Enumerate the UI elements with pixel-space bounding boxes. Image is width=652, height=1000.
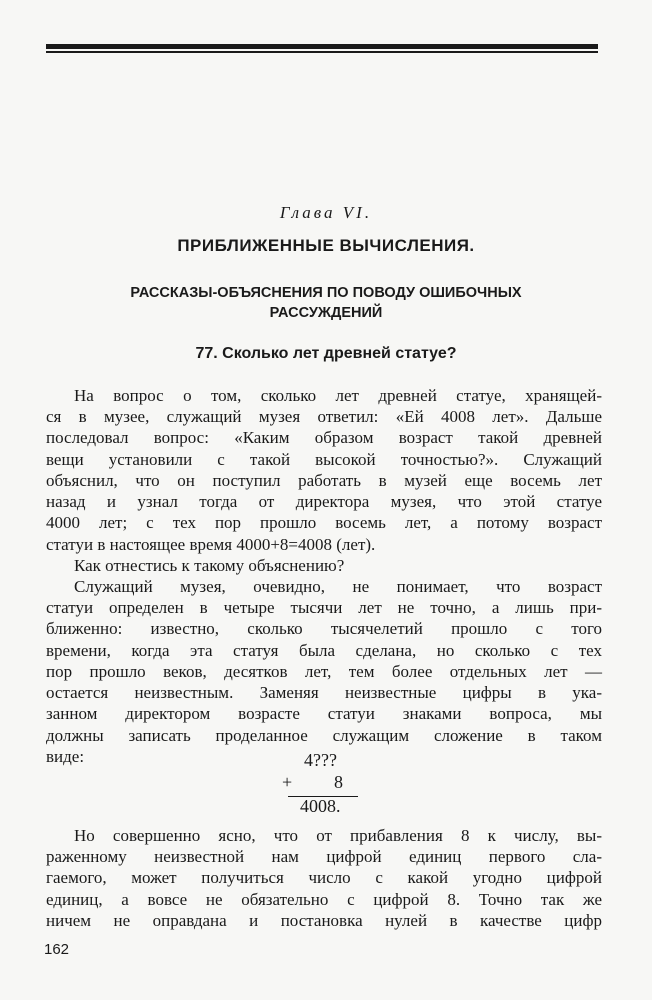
text-line: раженному неизвестной нам цифрой единиц первого сла- (46, 847, 602, 866)
paragraph-3-cont (46, 597, 602, 767)
text-line: Но совершенно ясно, что от прибавления 8 к числу, вы- (74, 826, 602, 845)
paragraph-1 (74, 385, 602, 406)
text-line: Служащий музея, очевидно, не понимает, что возраст (74, 577, 602, 596)
text-line: ничем не оправдана и постановка нулей в качестве цифр (46, 910, 602, 930)
text-line: единиц, а вовсе не обязательно с цифрой 8. Точно так же (46, 889, 602, 909)
text-line: 4000 лет; с тех пор прошло восемь лет, а потому возраст (46, 513, 602, 533)
chapter-title: ПРИБЛИЖЕННЫЕ ВЫЧИСЛЕНИЯ. (177, 236, 475, 255)
subtitle-line: РАССУЖДЕНИЙ (269, 305, 383, 321)
text-line: статуи определен в четыре тысячи лет не точно, а лишь при- (46, 598, 602, 617)
paragraph-3 (74, 576, 602, 597)
text-line: последовал вопрос: «Каким образом возраст такой древней (46, 428, 602, 448)
calc-first-term: 4??? (304, 750, 337, 770)
chapter-label: Глава VI. (279, 203, 373, 222)
header-rule-thick (46, 44, 598, 49)
page-number: 162 (44, 941, 70, 958)
calc-plus-sign: + (282, 772, 293, 792)
text-line: На вопрос о том, сколько лет древней статуе, хранящей- (74, 386, 602, 405)
section-title: 77. Сколько лет древней статуе? (195, 345, 457, 362)
paragraph-1-cont (46, 406, 602, 555)
paragraph-4 (74, 825, 602, 846)
header-rule-thin (46, 51, 598, 53)
text-line: гаемого, может получиться число с какой угодно цифрой (46, 868, 602, 888)
text-line: должны записать проделанное служащим сложение в таком (46, 725, 602, 745)
subtitle-line: РАССКАЗЫ-ОБЪЯСНЕНИЯ ПО ПОВОДУ ОШИБОЧНЫХ (130, 285, 522, 301)
paragraph-2 (74, 555, 602, 576)
text-line: вещи установили с такой высокой точностью?». Служащий (46, 449, 602, 469)
text-line: назад и узнал тогда от директора музея, что этой статуе (46, 492, 602, 512)
chapter-subtitle (0, 283, 652, 323)
text-line: Как отнестись к такому объяснению? (74, 556, 345, 575)
text-line: остается неизвестным. Заменяя неизвестные цифры в ука- (46, 683, 602, 703)
text-line: пор прошло веков, десятков лет, тем более отдельных лет — (46, 661, 602, 681)
paragraph-4-cont (46, 846, 602, 931)
text-line: виде: (46, 747, 85, 767)
calc-addend: 8 (334, 772, 343, 792)
text-line: объяснил, что он поступил работать в музей еще восемь лет (46, 470, 602, 490)
text-line: ся в музее, служащий музея ответил: «Ей 4008 лет». Дальше (46, 407, 602, 426)
text-line: занном директором возрасте статуи знаками вопроса, мы (46, 704, 602, 724)
text-line: статуи в настоящее время 4000+8=4008 (лет). (46, 534, 376, 554)
text-line: времени, когда эта статуя была сделана, но сколько с тех (46, 640, 602, 660)
text-line: ближенно: известно, сколько тысячелетий прошло с того (46, 619, 602, 639)
calc-result: 4008. (300, 796, 341, 816)
